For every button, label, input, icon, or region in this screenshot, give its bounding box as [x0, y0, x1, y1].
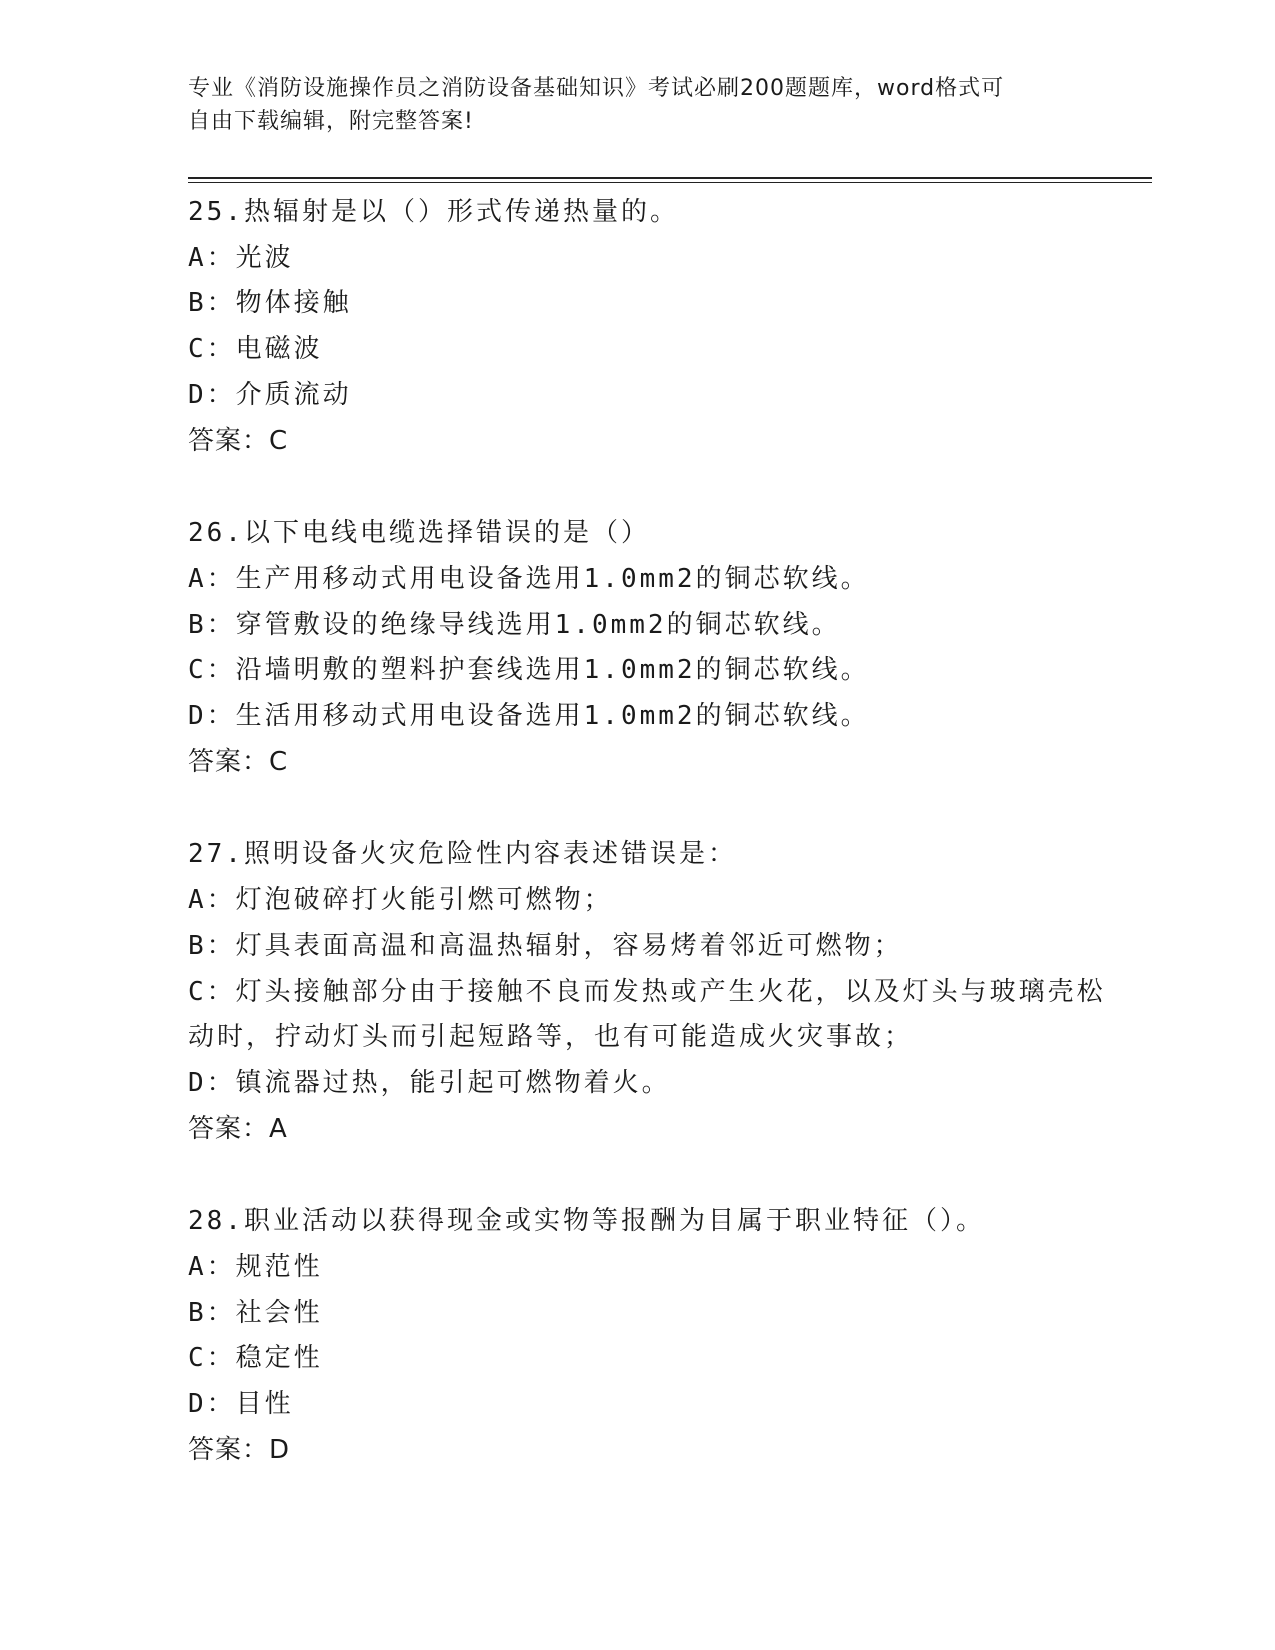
answer-label: 答案：A — [188, 1113, 288, 1144]
option-c: C：电磁波 — [188, 334, 323, 365]
option-b: B：物体接触 — [188, 288, 352, 319]
question-28 — [188, 1199, 1108, 1473]
question-25 — [188, 190, 1108, 464]
option-c: C：稳定性 — [188, 1343, 323, 1374]
option-a: A：规范性 — [188, 1252, 323, 1283]
option-b: B：穿管敷设的绝缘导线选用1.0mm2的铜芯软线。 — [188, 609, 841, 640]
answer-label: 答案：D — [188, 1434, 291, 1465]
option-c: C：灯头接触部分由于接触不良而发热或产生火花，以及灯头与玻璃壳松动时，拧动灯头而引起短路等，也有可能造成火灾事故； — [188, 976, 1106, 1053]
option-b: B：灯具表面高温和高温热辐射，容易烤着邻近可燃物； — [188, 930, 903, 961]
question-26 — [188, 511, 1108, 785]
header-line-1: 专业《消防设施操作员之消防设备基础知识》考试必刷200题题库，word格式可 — [188, 76, 1005, 101]
question-stem: 25.热辐射是以（）形式传递热量的。 — [188, 197, 679, 227]
option-d: D：目性 — [188, 1389, 294, 1420]
question-list — [188, 190, 1108, 1521]
header-divider-thin — [188, 182, 1152, 183]
option-c: C：沿墙明敷的塑料护套线选用1.0mm2的铜芯软线。 — [188, 655, 870, 686]
question-stem: 27.照明设备火灾危险性内容表述错误是： — [188, 839, 737, 870]
answer-label: 答案：C — [188, 746, 289, 777]
option-d: D：生活用移动式用电设备选用1.0mm2的铜芯软线。 — [188, 701, 870, 732]
header-divider-thick — [188, 177, 1152, 179]
option-a: A：生产用移动式用电设备选用1.0mm2的铜芯软线。 — [188, 563, 870, 594]
question-stem: 28.职业活动以获得现金或实物等报酬为目属于职业特征（）。 — [188, 1206, 985, 1237]
option-b: B：社会性 — [188, 1297, 323, 1328]
question-stem: 26.以下电线电缆选择错误的是（） — [188, 518, 650, 549]
question-27 — [188, 832, 1108, 1152]
option-d: D：镇流器过热，能引起可燃物着火。 — [188, 1067, 671, 1098]
option-a: A：灯泡破碎打火能引燃可燃物； — [188, 885, 613, 916]
option-d: D：介质流动 — [188, 379, 352, 410]
header-line-2: 自由下载编辑，附完整答案! — [188, 109, 474, 134]
option-a: A：光波 — [188, 242, 294, 273]
document-header — [188, 72, 1088, 138]
answer-label: 答案：C — [188, 425, 289, 456]
